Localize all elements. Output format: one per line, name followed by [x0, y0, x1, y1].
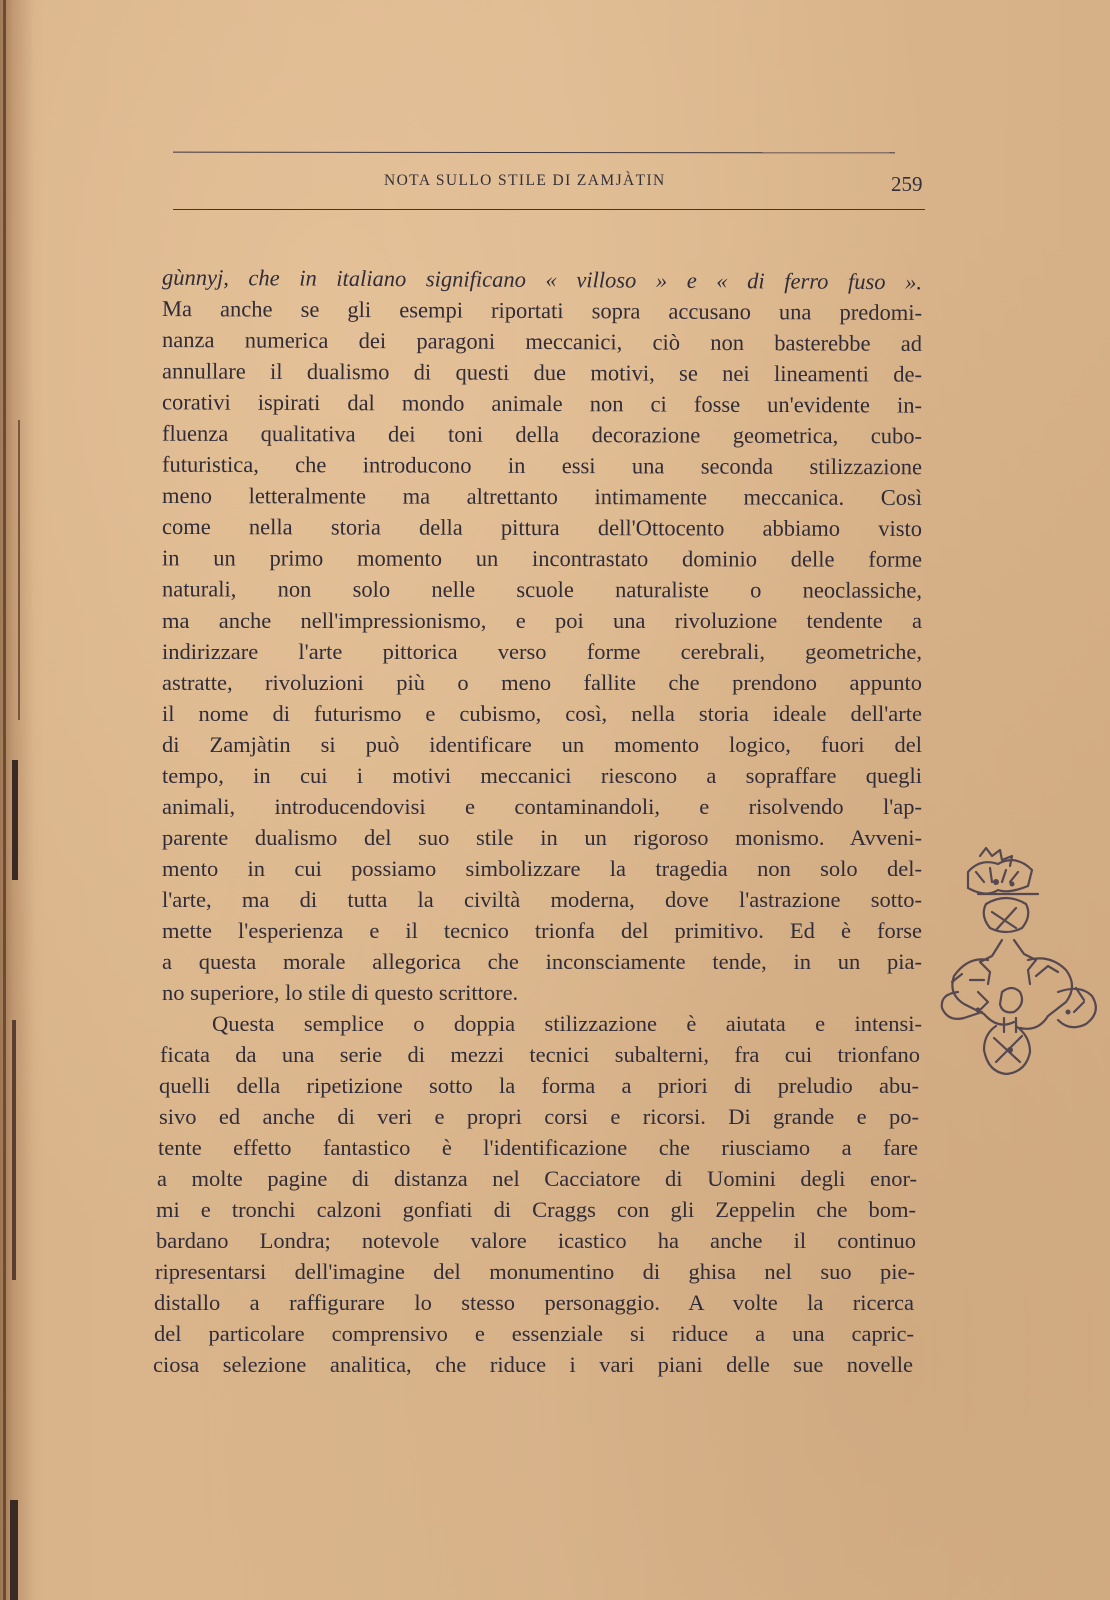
header-rule-bottom — [173, 209, 925, 210]
text-line: fluenza qualitativa dei toni della decorazione geometrica, cubo- — [161, 420, 923, 449]
text-line: quelli della ripetizione sotto la forma a priori di preludio abu- — [159, 1073, 919, 1098]
binding-mark — [18, 420, 20, 720]
text-line: corativi ispirati dal mondo animale non ci fosse un'evidente in- — [161, 389, 923, 418]
text-line: tempo, in cui i motivi meccanici riescono a sopraffare quegli — [162, 763, 922, 788]
text-line: a questa morale allegorica che inconsciamente tende, in un pia- — [162, 949, 922, 974]
text-line: mette l'esperienza e il tecnico trionfa del primitivo. Ed è forse — [162, 918, 922, 943]
page-number: 259 — [891, 172, 923, 196]
text-line: del particolare comprensivo e essenziale si riduce a una capric- — [154, 1321, 914, 1346]
text-line: mento in cui possiamo simbolizzare la tragedia non solo del- — [162, 856, 922, 881]
binding-mark — [12, 1020, 16, 1280]
text-line: ciosa selezione analitica, che riduce i vari piani delle sue novelle — [153, 1352, 913, 1377]
text-line: naturali, non solo nelle scuole naturaliste o neoclassiche, — [161, 576, 923, 603]
text-line: parente dualismo del suo stile in un rigoroso monismo. Avveni- — [162, 825, 922, 850]
text-line: no superiore, lo stile di questo scrittore. — [162, 980, 519, 1005]
text-line: mi e tronchi calzoni gonfiati di Craggs con gli Zeppelin che bom- — [156, 1197, 916, 1222]
running-head: NOTA SULLO STILE DI ZAMJÀTIN — [384, 172, 666, 189]
text-line: l'arte, ma di tutta la civiltà moderna, dove l'astrazione sotto- — [162, 887, 922, 912]
library-stamp-icon — [918, 842, 1108, 1092]
text-line: sivo ed anche di veri e propri corsi e ricorsi. Di grande e po- — [159, 1104, 919, 1129]
text-line: come nella storia della pittura dell'Ottocento abbiamo visto — [161, 514, 923, 541]
binding-mark — [3, 0, 6, 1600]
text-line: a molte pagine di distanza nel Cacciatore di Uomini degli enor- — [157, 1166, 917, 1191]
text-line: meno letteralmente ma altrettanto intimamente meccanica. Così — [161, 483, 923, 510]
binding-mark — [10, 1500, 18, 1600]
text-line: futuristica, che introducono in essi una seconda stilizzazione — [161, 451, 923, 480]
text-line: ficata da una serie di mezzi tecnici subalterni, fra cui trionfano — [160, 1042, 920, 1067]
header-rule-top — [173, 152, 895, 154]
text-line: il nome di futurismo e cubismo, così, nella storia ideale dell'arte — [162, 701, 922, 726]
text-line: ma anche nell'impressionismo, e poi una rivoluzione tendente a — [162, 608, 922, 633]
text-line: Ma anche se gli esempi riportati sopra accusano una predomi- — [161, 296, 923, 325]
text-line: Questa semplice o doppia stilizzazione è aiutata e intensi- — [212, 1011, 922, 1036]
text-line-content: gùnnyj, che in italiano significano « villoso » e « di ferro fuso ». — [161, 264, 923, 295]
text-line: animali, introducendovisi e contaminandoli, e risolvendo l'ap- — [162, 794, 922, 819]
text-line: ripresentarsi dell'imagine del monumentino di ghisa nel suo pie- — [155, 1259, 915, 1284]
text-line: bardano Londra; notevole valore icastico ha anche il continuo — [156, 1228, 916, 1253]
text-line: indirizzare l'arte pittorica verso forme cerebrali, geometriche, — [162, 639, 922, 664]
text-line: di Zamjàtin si può identificare un momento logico, fuori del — [162, 732, 922, 757]
text-line: tente effetto fantastico è l'identificazione che riusciamo a fare — [158, 1135, 918, 1160]
binding-mark — [12, 760, 18, 880]
text-line: annullare il dualismo di questi due motivi, se nei lineamenti de- — [161, 358, 923, 387]
text-line: nanza numerica dei paragoni meccanici, ciò non basterebbe ad — [161, 327, 923, 356]
text-line: astratte, rivoluzioni più o meno fallite che prendono appunto — [162, 670, 922, 695]
text-line: distallo a raffigurare lo stesso personaggio. A volte la ricerca — [154, 1290, 914, 1315]
text-line: in un primo momento un incontrastato dominio delle forme — [161, 545, 923, 572]
page-binding-edge — [0, 0, 34, 1600]
